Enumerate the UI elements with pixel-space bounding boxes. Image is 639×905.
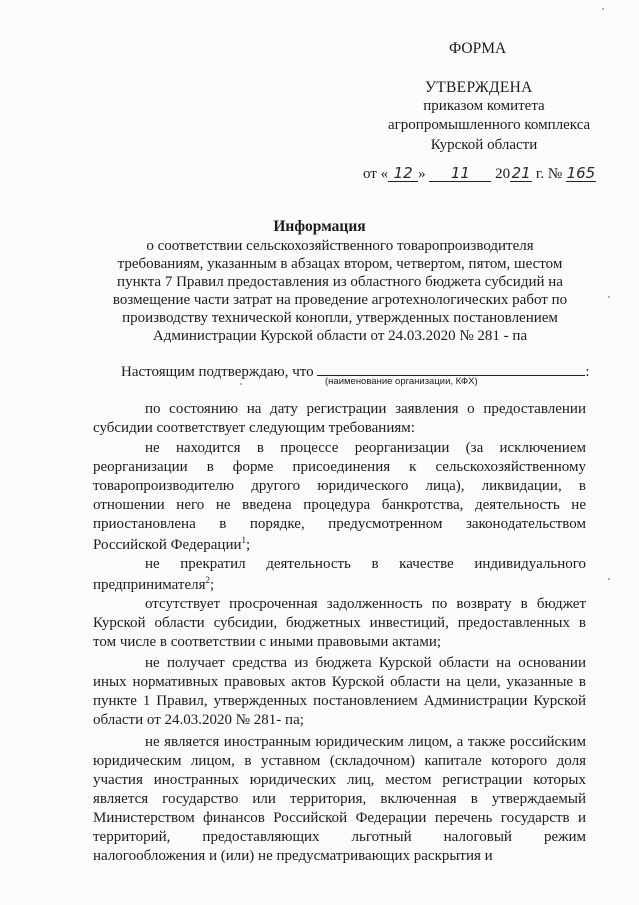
p3-end: ; xyxy=(210,577,215,593)
p4-line-2: Курской области субсидии, бюджетных инвестиций, предоставленных в xyxy=(93,615,586,631)
document-title: Информация xyxy=(273,218,366,235)
approved-line-2: агропромышленного комплекса xyxy=(388,117,591,133)
approved-line-1: приказом комитета xyxy=(423,98,545,114)
p2-end: ; xyxy=(246,537,251,553)
title-line-6: Администрации Курской области от 24.03.2020 № 281 - па xyxy=(152,328,528,344)
organization-caption: (наименование организации, КФХ) xyxy=(325,376,478,387)
p1-line-1: по состоянию на дату регистрации заявления о предоставлении xyxy=(145,401,586,417)
p5-line-3: пункте 1 Правил, утвержденных постановлением Администрации Курской xyxy=(93,693,586,709)
title-line-1: о соответствии сельскохозяйственного товаропроизводителя xyxy=(146,238,534,254)
approved-heading: УТВЕРЖДЕНА xyxy=(425,79,533,96)
organization-name-blank[interactable] xyxy=(317,363,585,376)
title-line-2: требованиям, указанным в абзацах втором, четвертом, пятом, шестом xyxy=(117,256,563,272)
p6-line-6: территорий, предоставляющих льготный налоговый режим xyxy=(93,829,586,845)
order-month: 11 xyxy=(429,166,491,182)
order-quote-close: » xyxy=(418,166,426,182)
order-reference xyxy=(363,166,596,183)
p2-line-6 xyxy=(93,535,250,554)
p6-line-7: налогообложения и (или) не предусматривающих раскрытия и xyxy=(93,848,493,864)
title-line-4: возмещение части затрат на проведение агротехнологических работ по xyxy=(112,292,568,308)
p4-line-3: том числе в соответствии с иными правовыми актами; xyxy=(93,634,442,650)
order-year-prefix: 20 xyxy=(495,166,511,182)
scan-speck xyxy=(602,8,604,10)
p5-line-2: иных нормативных правовых актов Курской области на цели, указанные в xyxy=(93,674,586,690)
order-day: 12 xyxy=(388,166,418,182)
p2-line-6-text: Российской Федерации xyxy=(93,537,242,553)
p2-line-1: не находится в процессе реорганизации (за исключением xyxy=(145,440,586,456)
form-label: ФОРМА xyxy=(449,40,507,57)
footnote-2-ref[interactable]: 2 xyxy=(205,575,210,585)
order-ot: от « xyxy=(363,166,389,182)
order-g-number: г. № xyxy=(535,166,563,182)
p3-line-2 xyxy=(93,575,214,594)
p3-line-2-text: предпринимателя xyxy=(93,577,206,593)
title-line-3: пункта 7 Правил предоставления из областного бюджета субсидий на xyxy=(117,274,563,290)
p4-line-1: отсутствует просроченная задолженность по возврату в бюджет xyxy=(145,596,586,612)
scan-speck xyxy=(608,296,610,298)
p6-line-5: Министерством финансов Российской Федерации перечень государств и xyxy=(93,810,586,826)
p2-line-4: отношении него не введена процедура банкротства, деятельность не xyxy=(93,497,586,513)
p6-line-1: не является иностранным юридическим лицом, а также российским xyxy=(145,734,586,750)
scan-speck xyxy=(608,578,610,580)
p6-line-3: участия иностранных юридических лиц, местом регистрации которых xyxy=(93,772,586,788)
p2-line-2: реорганизации в форме присоединения к сельскохозяйственному xyxy=(93,459,586,475)
p2-line-3: товаропроизводителю другого юридического лица), ликвидации, в xyxy=(93,478,586,494)
footnote-1-ref[interactable]: 1 xyxy=(241,535,247,545)
order-number: 165 xyxy=(566,164,596,182)
scan-speck xyxy=(240,383,242,385)
p6-line-4: является государство или территория, включенная в утверждаемый xyxy=(93,791,586,807)
p6-line-2: юридическим лицом, в уставном (складочном) капитале которого доля xyxy=(93,753,586,769)
p5-line-1: не получает средства из бюджета Курской области на основании xyxy=(145,655,586,671)
p1-line-2: субсидии соответствует следующим требованиям: xyxy=(93,420,415,436)
title-line-5: производству технической конопли, утвержденных постановлением xyxy=(122,310,558,326)
p3-line-1: не прекратил деятельность в качестве индивидуального xyxy=(145,556,586,572)
order-year-suffix: 21 xyxy=(511,164,531,182)
approved-line-3: Курской области xyxy=(430,137,538,153)
p5-line-4: области от 24.03.2020 № 281- па; xyxy=(93,712,304,728)
p2-line-5: приостановлена в порядке, предусмотренном законодательством xyxy=(93,516,586,532)
confirm-text: Настоящим подтверждаю, что xyxy=(121,364,314,380)
confirm-colon: : xyxy=(585,364,590,380)
